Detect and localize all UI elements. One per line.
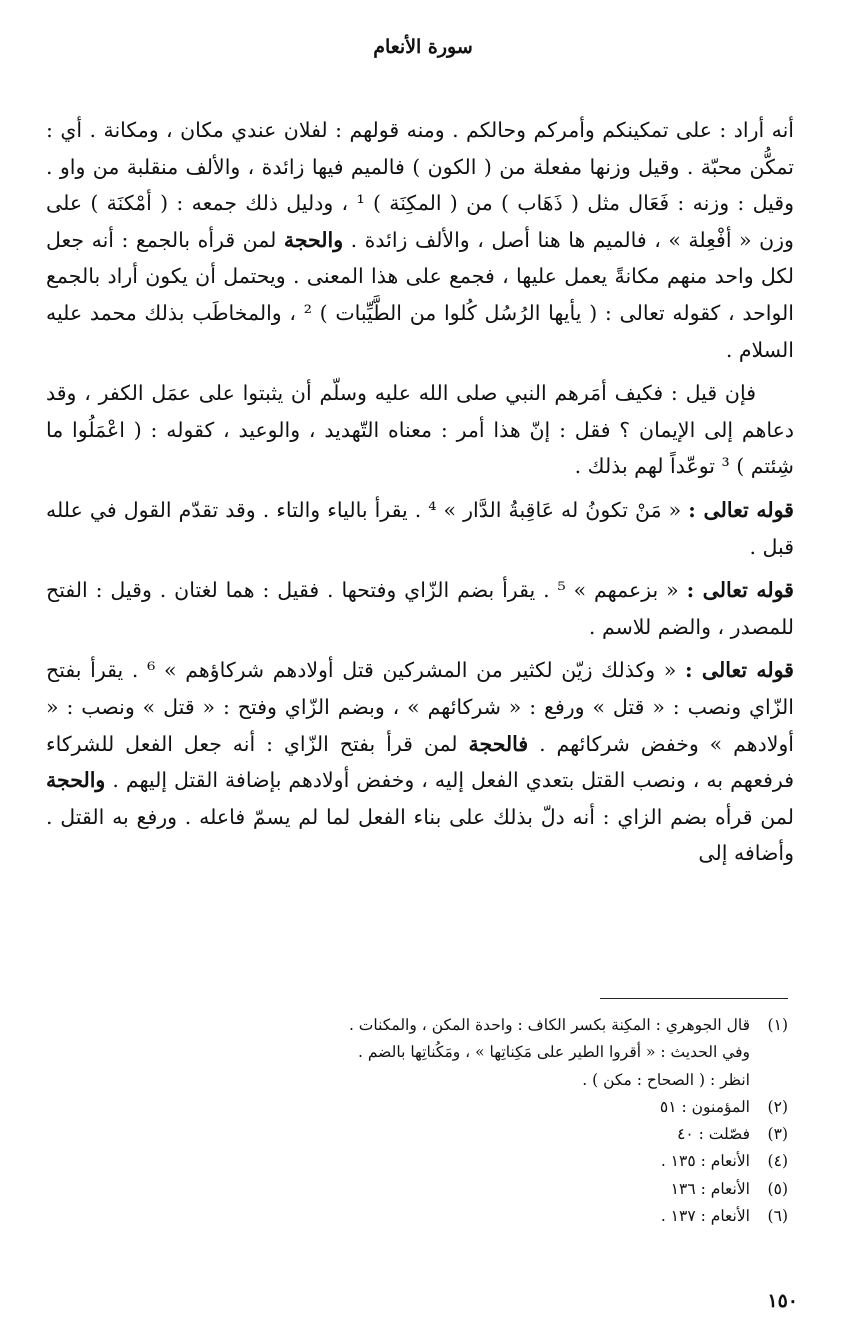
page-number: ١٥٠	[767, 1290, 798, 1312]
paragraph-5-emphasis-1: فالحجة	[468, 731, 529, 756]
footnote-divider	[600, 998, 788, 999]
footnote-text: المؤمنون : ٥١	[659, 1097, 750, 1116]
running-header: سورة الأنعام	[373, 36, 473, 58]
paragraph-5-text-a: « وكذلك زيّن لكثير من المشركين قتل أولادهم شركاؤهم » ⁶ . يقرأ بفتح الزّاي ونصب : « قتل » ورفع : « شركائهم » ، وبضم الزّاي وفتح : « قتل » ونصب : « أولادهم » وخفض شركائهم .	[46, 658, 794, 756]
paragraph-4-text: « بزعمهم » ⁵ . يقرأ بضم الزّاي وفتحها . فقيل : هما لغتان . وقيل : الفتح للمصدر ، والضم للاسم .	[46, 578, 794, 639]
verse-label-4: قوله تعالى :	[686, 578, 794, 603]
paragraph-1-text: أنه أراد : على تمكينكم وأمركم وحالكم . ومنه قولهم : لفلان عندي مكان ، ومكانة . أي : تمكُّن محبّة . وقيل وزنها مفعلة من ( الكون ) فالميم فيها زائدة ، والألف منقلبة من واو . وقيل : وزنه : فَعَال مثل ( ذَهَاب ) من ( المكِنَة ) ¹ ، ودليل ذلك جمعه : ( أمْكنَة ) على وزن « أفْعِلة » ، فالميم ها هنا أصل ، والألف زائدة .	[46, 118, 794, 252]
footnote-number: (٣)	[767, 1125, 788, 1144]
footnote-1-line-2: وفي الحديث : « أقروا الطير على مَكِناتِها » ، ومَكُناتِها بالضم .	[358, 1043, 750, 1062]
main-text	[46, 112, 794, 879]
footnote-number: (٤)	[767, 1152, 788, 1171]
paragraph-1-emphasis: والحجة	[283, 227, 344, 252]
paragraph-4	[46, 572, 794, 645]
paragraph-5-text-c: لمن قرأه بضم الزاي : أنه دلّ بذلك على بناء الفعل لما لم يسمّ فاعله . ورفع به القتل . وأضافه إلى	[46, 804, 794, 866]
footnote-6	[60, 1203, 788, 1230]
footnotes	[60, 1012, 788, 1230]
footnote-4	[60, 1148, 788, 1175]
paragraph-5-text-b: لمن قرأ بفتح الزّاي : أنه جعل الفعل للشركاء فرفعهم به ، ونصب القتل بتعدي الفعل إليه ، وخفض أولادهم بإضافة القتل إليهم .	[46, 731, 794, 793]
paragraph-3	[46, 492, 794, 565]
footnote-number: (٦)	[767, 1207, 788, 1226]
footnote-text: فصّلت : ٤٠	[677, 1125, 750, 1144]
paragraph-1	[46, 112, 794, 368]
footnote-number: (١)	[767, 1016, 788, 1034]
footnote-number: (٥)	[767, 1179, 788, 1198]
footnote-2	[60, 1094, 788, 1121]
paragraph-3-text: « مَنْ تكونُ له عَاقِبةُ الدَّار » ⁴ . يقرأ بالياء والتاء . وقد تقدّم القول في علله قبل .	[46, 497, 794, 559]
footnote-3	[60, 1121, 788, 1148]
footnote-number: (٢)	[767, 1097, 788, 1116]
paragraph-5-emphasis-2: والحجة	[46, 768, 106, 793]
paragraph-2-text: فإن قيل : فكيف أمَرهم النبي صلى الله عليه وسلّم أن يثبتوا على عمَل الكفر ، وقد دعاهم إلى الإيمان ؟ فقل : إنّ هذا أمر : معناه التّهديد ، والوعيد ، كقوله : ( اعْمَلُوا ما شِئتم ) ³ توعّداً لهم بذلك .	[46, 381, 794, 479]
footnote-5	[60, 1176, 788, 1203]
verse-label-3: قوله تعالى :	[688, 497, 794, 522]
footnote-1-line-3: انظر : ( الصحاح : مكن ) .	[582, 1070, 750, 1089]
footnote-text: قال الجوهري : المكِنة بكسر الكاف : واحدة المكن ، والمكنات .	[348, 1016, 750, 1034]
footnote-text: الأنعام : ١٣٦	[670, 1179, 750, 1198]
footnote-text: الأنعام : ١٣٥ .	[660, 1152, 750, 1171]
paragraph-5	[46, 652, 794, 872]
paragraph-2	[46, 375, 794, 485]
verse-label-5: قوله تعالى :	[685, 658, 794, 683]
paragraph-1-tail: لمن قرأه بالجمع : أنه جعل لكل واحد منهم مكانةً يعمل عليها ، فجمع على هذا المعنى . ويحتمل أن يكون أراد بالجمع الواحد ، كقوله تعالى : ( يأيها الرُسُل كُلوا من الطَّيِّبات ) ² ، والمخاطَب بذلك محمد عليه السلام .	[46, 227, 794, 362]
footnote-text: الأنعام : ١٣٧ .	[660, 1207, 750, 1226]
footnote-1	[60, 1012, 788, 1039]
